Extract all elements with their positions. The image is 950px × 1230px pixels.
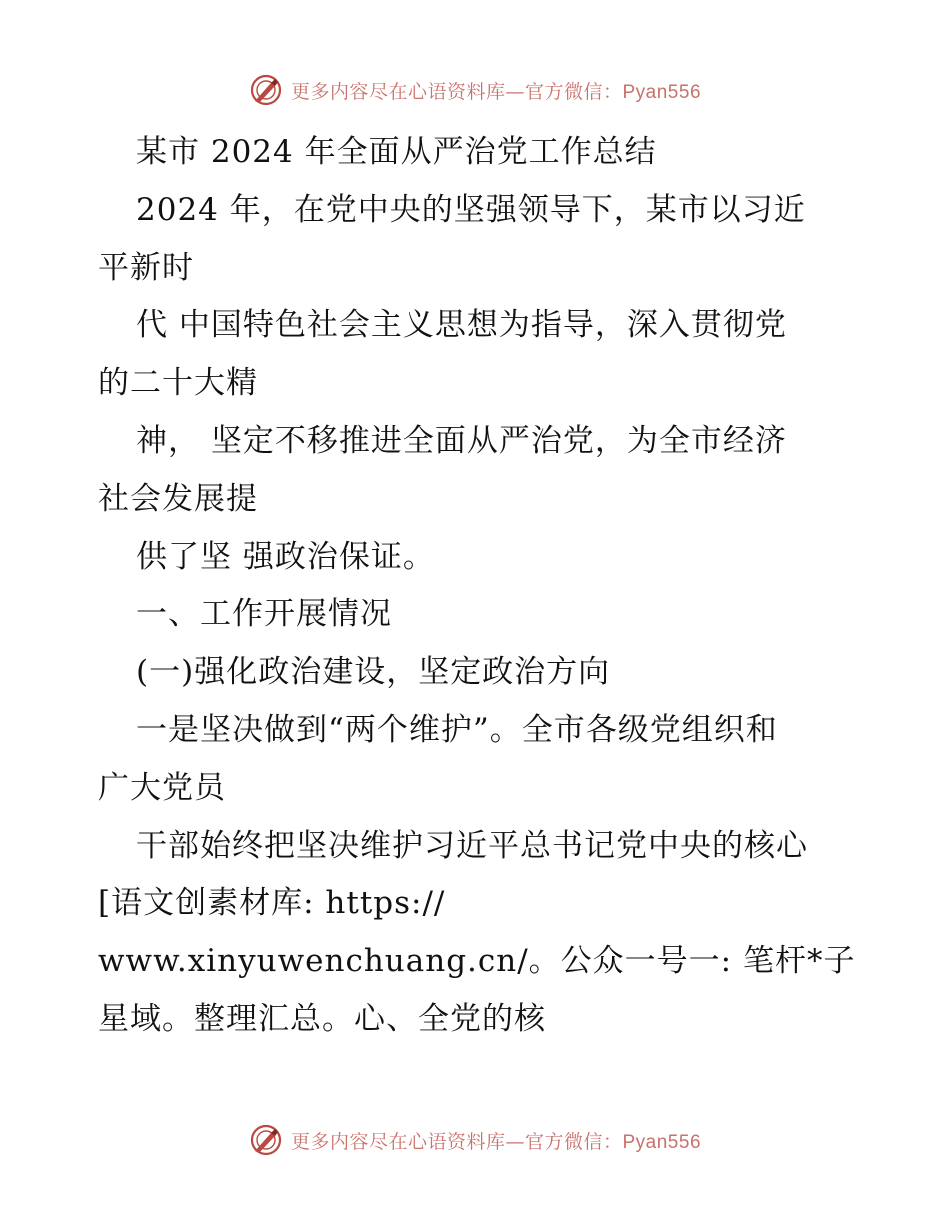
footer-wechat-id: Pyan556 xyxy=(622,1131,702,1153)
footer-banner-text xyxy=(291,1127,701,1154)
footer-banner xyxy=(0,1120,950,1160)
pen-logo-icon xyxy=(249,73,283,107)
paragraph-line: 干部始终把坚决维护习近平总书记党中央的核心 xyxy=(136,827,808,864)
paragraph-line: 星域。整理汇总。心、全党的核 xyxy=(98,1000,546,1037)
paragraph-line: [语文创素材库: https:// xyxy=(98,885,446,922)
document-title: 某市 2024 年全面从严治党工作总结 xyxy=(136,134,657,170)
paragraph-line: 神， 坚定不移推进全面从严治党，为全市经济 xyxy=(136,422,787,459)
header-banner-text xyxy=(291,77,701,104)
pen-logo-icon xyxy=(249,1123,283,1157)
section-heading: 一、工作开展情况 xyxy=(136,596,392,633)
paragraph-line: 平新时 xyxy=(98,249,194,286)
header-wechat-id: Pyan556 xyxy=(622,81,702,103)
header-banner xyxy=(0,70,950,110)
paragraph-line: 供了坚 强政治保证。 xyxy=(136,538,435,575)
footer-banner-label: 更多内容尽在心语资料库—官方微信： xyxy=(290,1130,623,1153)
paragraph-line: 广大党员 xyxy=(98,769,226,806)
paragraph-line: 社会发展提 xyxy=(98,480,258,517)
subsection-heading: (一)强化政治建设，坚定政治方向 xyxy=(136,654,611,691)
paragraph-line: 代 中国特色社会主义思想为指导，深入贯彻党 xyxy=(136,307,787,344)
paragraph-line: 2024 年，在党中央的坚强领导下，某市以习近 xyxy=(136,191,806,228)
paragraph-line: 的二十大精 xyxy=(98,365,258,402)
document-body xyxy=(98,124,858,1049)
paragraph-line: 一是坚决做到“两个维护”。全市各级党组织和 xyxy=(136,711,778,748)
paragraph-line: www.xinyuwenchuang.cn/。公众一号一: 笔杆*子 xyxy=(98,943,856,980)
header-banner-label: 更多内容尽在心语资料库—官方微信： xyxy=(290,80,623,103)
